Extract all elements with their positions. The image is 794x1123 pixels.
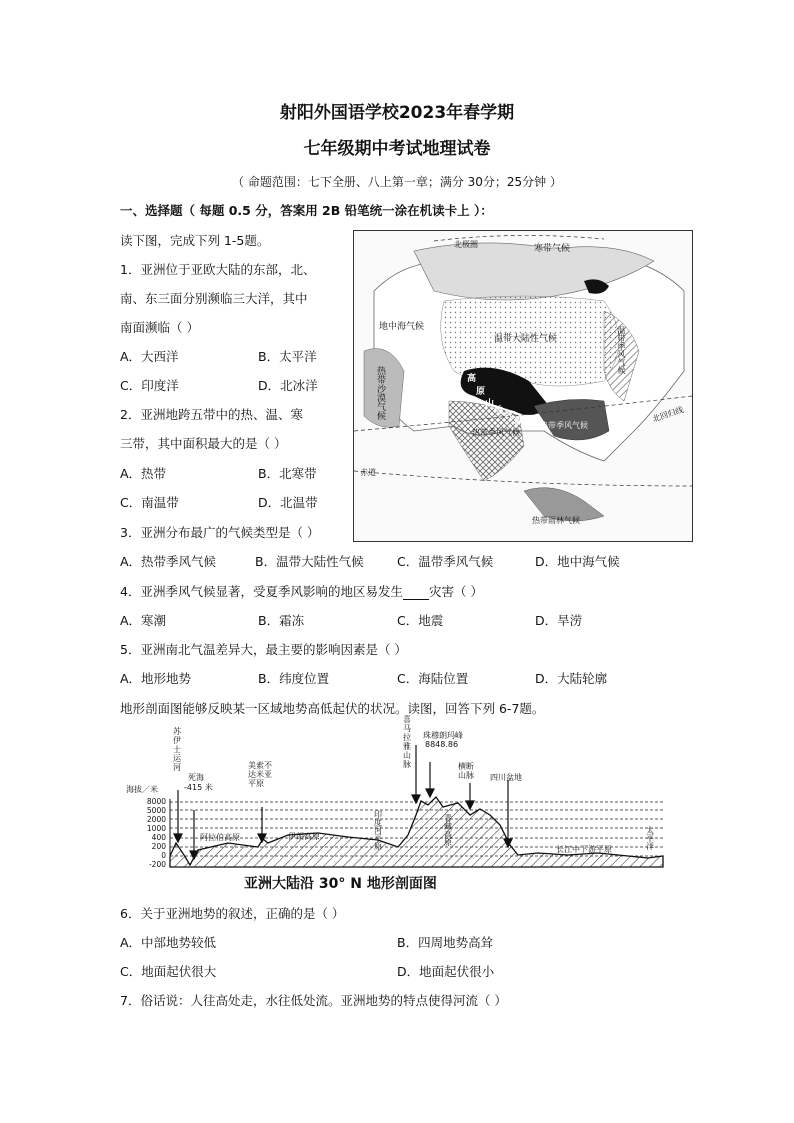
terrain-profile-shape — [170, 797, 663, 867]
q6-option-c[interactable]: C．地面起伏很大 — [120, 964, 217, 979]
q5-option-c[interactable]: C．海陆位置 — [397, 671, 469, 686]
q4-stem — [120, 584, 483, 600]
label-plateau-5: 气 — [504, 412, 514, 422]
section-heading: 一、选择题（ 每题 0.5 分，答案用 2B 铅笔统一涂在机读卡上 ）： — [120, 203, 493, 218]
q2-option-c[interactable]: C．南温带 — [120, 495, 179, 510]
q1-line3: 南面濒临（ ） — [120, 320, 199, 335]
label-dead-sea: 死海 — [188, 773, 204, 782]
exam-subtitle: 七年级期中考试地理试卷 — [303, 139, 491, 159]
y-tick-labels — [140, 797, 166, 869]
label-suez-canal: 苏伊士运河 — [173, 727, 181, 772]
q3-option-d[interactable]: D．地中海气候 — [535, 554, 620, 569]
exam-title: 射阳外国语学校2023年春学期 — [279, 103, 515, 123]
q6-option-a[interactable]: A．中部地势较低 — [120, 935, 217, 950]
q6-option-d[interactable]: D．地面起伏很小 — [397, 964, 495, 979]
label-tropic-of-cancer: 北回归线 — [651, 405, 685, 424]
q4-blank — [403, 587, 429, 600]
label-everest: 珠穆朗玛峰 — [423, 731, 463, 740]
asia-climate-map — [353, 230, 693, 542]
y-tick: 0 — [161, 851, 166, 860]
q2-option-d[interactable]: D．北温带 — [258, 495, 318, 510]
y-tick: -200 — [148, 860, 166, 869]
label-indus-plain: 印度河平原 — [374, 810, 382, 851]
label-mesopotamia: 美索不达米亚平原 — [248, 761, 272, 788]
q4-option-a[interactable]: A．寒潮 — [120, 613, 167, 628]
label-dead-sea-value: -415 米 — [184, 783, 213, 792]
q3-option-c[interactable]: C．温带季风气候 — [397, 554, 494, 569]
q3-stem: 3．亚洲分布最广的气候类型是（ ） — [120, 525, 320, 540]
q4-stem-post: 灾害（ ） — [428, 584, 483, 599]
asia-climate-map-svg — [354, 231, 692, 541]
label-plateau-3: 山 — [485, 399, 495, 409]
q5-stem: 5．亚洲南北气温差异大，最主要的影响因素是（ ） — [120, 642, 407, 657]
profile-caption: 亚洲大陆沿 30° N 地形剖面图 — [244, 876, 437, 892]
q4-stem-pre: 4．亚洲季风气候显著，受夏季风影响的地区易发生 — [120, 584, 403, 599]
label-iranian-plateau: 伊朗高原 — [288, 832, 320, 841]
q2-option-b[interactable]: B．北寒带 — [258, 466, 317, 481]
q5-option-b[interactable]: B．纬度位置 — [258, 671, 330, 686]
q7-stem: 7．俗话说：人往高处走，水往低处流。亚洲地势的特点使得河流（ ） — [120, 993, 507, 1008]
label-tropical-desert: 热带沙漠气候 — [375, 366, 385, 420]
label-plateau-4: 地 — [494, 406, 504, 416]
section-intro: 读下图，完成下列 1-5题。 — [120, 233, 270, 248]
exam-scope: （ 命题范围：七下全册、八上第一章；满分 30分；25分钟 ） — [232, 175, 562, 189]
label-arctic: 北极圈 — [454, 240, 478, 249]
label-arabian-plateau: 阿拉伯高原 — [200, 833, 240, 842]
label-plateau-1: 高 — [467, 374, 477, 384]
y-tick: 400 — [151, 833, 166, 842]
label-mediterranean: 地中海气候 — [379, 322, 425, 332]
q4-option-b[interactable]: B．霜冻 — [258, 613, 305, 628]
label-qingzang: 青藏高原 — [444, 814, 452, 847]
label-hengduan: 横断山脉 — [458, 762, 474, 780]
q2-option-a[interactable]: A．热带 — [120, 466, 167, 481]
q2-line2: 三带，其中面积最大的是（ ） — [120, 436, 287, 451]
label-equator: 赤道 — [360, 468, 376, 477]
label-plateau-2: 原 — [476, 387, 486, 397]
q2-line1: 2．亚洲地跨五带中的热、温、寒 — [120, 407, 303, 422]
equator-line — [354, 471, 692, 486]
label-tropical-monsoon: 热带季风气候 — [472, 428, 520, 437]
q6-option-b[interactable]: B．四周地势高耸 — [397, 935, 494, 950]
label-yangtze-plain: 长江中下游平原 — [556, 845, 612, 854]
y-tick: 200 — [151, 842, 166, 851]
label-subtropical-monsoon: 亚热带季风气候 — [532, 421, 588, 430]
terrain-profile-diagram — [118, 715, 668, 895]
label-sichuan-basin: 四川盆地 — [490, 773, 522, 782]
q1-line1: 1．亚洲位于亚欧大陆的东部，北、 — [120, 262, 316, 277]
label-cold: 寒带气候 — [534, 244, 571, 254]
y-tick: 2000 — [146, 815, 166, 824]
q4-option-c[interactable]: C．地震 — [397, 613, 444, 628]
label-himalaya: 喜马拉雅山脉 — [403, 715, 411, 769]
y-tick: 1000 — [146, 824, 166, 833]
q1-option-b[interactable]: B．太平洋 — [258, 349, 317, 364]
q3-option-a[interactable]: A．热带季风气候 — [120, 554, 217, 569]
q6-stem: 6．关于亚洲地势的叙述，正确的是（ ） — [120, 906, 345, 921]
q5-option-a[interactable]: A．地形地势 — [120, 671, 192, 686]
q4-option-d[interactable]: D．旱涝 — [535, 613, 583, 628]
q1-option-c[interactable]: C．印度洋 — [120, 378, 179, 393]
profile-intro: 地形剖面图能够反映某一区域地势高低起伏的状况。读图，回答下列 6-7题。 — [120, 701, 545, 716]
label-tropical-rainforest: 热带雨林气候 — [532, 516, 580, 525]
label-plateau-6: 候 — [514, 417, 524, 427]
q5-option-d[interactable]: D．大陆轮廓 — [535, 671, 608, 686]
label-temperate-continental: 温带大陆性气候 — [494, 334, 558, 344]
terrain-profile-svg — [118, 715, 668, 895]
label-pacific: 太平洋 — [646, 826, 654, 851]
label-temperate-monsoon: 温带季风气候 — [617, 326, 626, 374]
q1-line2: 南、东三面分别濒临三大洋，其中 — [120, 291, 308, 306]
q1-option-d[interactable]: D．北冰洋 — [258, 378, 318, 393]
q1-option-a[interactable]: A．大西洋 — [120, 349, 179, 364]
y-axis-label: 海拔／米 — [126, 785, 158, 794]
y-tick: 8000 — [146, 797, 166, 806]
label-everest-value: 8848.86 — [425, 740, 459, 749]
q3-option-b[interactable]: B．温带大陆性气候 — [255, 554, 364, 569]
y-tick: 5000 — [146, 806, 166, 815]
